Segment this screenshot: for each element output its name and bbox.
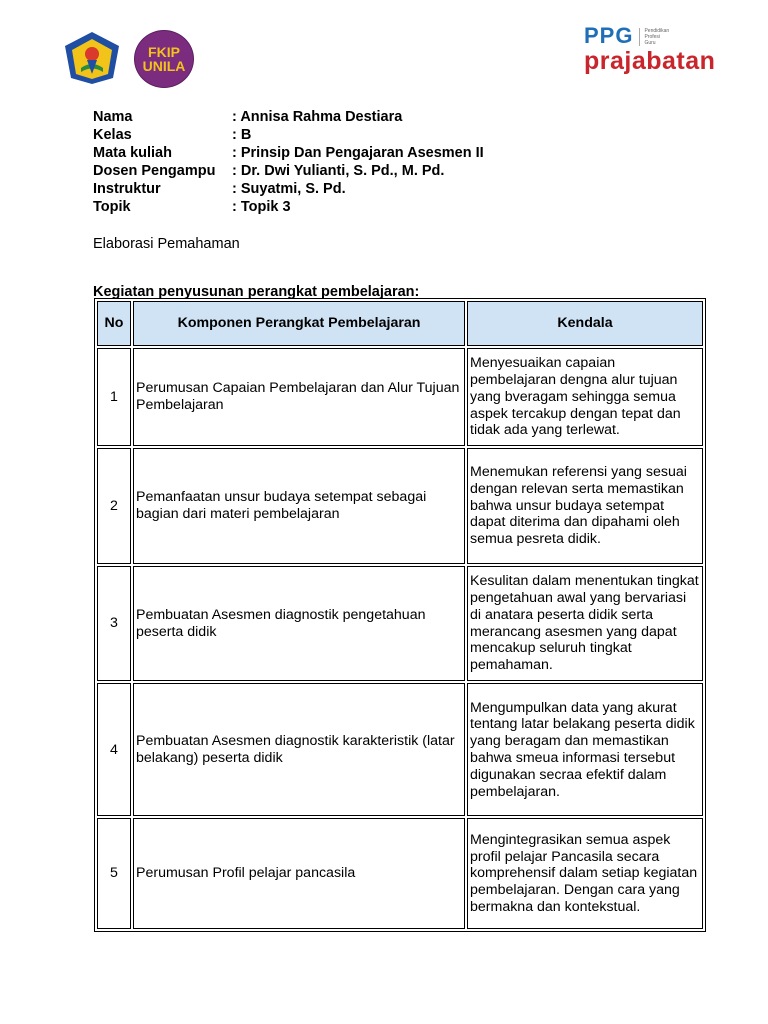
header-no: No [97, 301, 131, 346]
info-row-nama [93, 108, 484, 126]
ppg-sub-line: Guru [644, 40, 656, 46]
info-value: : B [232, 127, 252, 143]
info-label: Kelas [93, 127, 132, 143]
info-row-instruktur [93, 180, 484, 198]
cell-komponen: Perumusan Profil pelajar pancasila [133, 818, 465, 929]
university-logo [61, 30, 123, 86]
ppg-logo [584, 24, 734, 80]
section-title: Elaborasi Pemahaman [93, 236, 240, 252]
info-row-kelas [93, 126, 484, 144]
fkip-line1: FKIP [148, 44, 180, 60]
info-value: : Suyatmi, S. Pd. [232, 181, 346, 197]
cell-kendala: Kesulitan dalam menentukan tingkat pengetahuan awal yang bervariasi di anatara peserta didik serta merancang asesmen yang dapat mencakup seluruh tingkat pemahaman. [467, 566, 703, 682]
table-title: Kegiatan penyusunan perangkat pembelajaran: [93, 284, 420, 300]
cell-no: 3 [97, 566, 131, 682]
cell-no: 2 [97, 448, 131, 564]
fkip-line2: UNILA [142, 58, 186, 74]
table-header-row [97, 301, 703, 346]
cell-no: 1 [97, 348, 131, 446]
header-kendala: Kendala [467, 301, 703, 346]
info-value: : Annisa Rahma Destiara [232, 109, 403, 125]
cell-komponen: Pembuatan Asesmen diagnostik karakteristik (latar belakang) peserta didik [133, 683, 465, 816]
info-row-topik [93, 198, 484, 216]
table-row [97, 348, 703, 446]
info-value: : Dr. Dwi Yulianti, S. Pd., M. Pd. [232, 163, 445, 179]
cell-kendala: Mengintegrasikan semua aspek profil pelajar Pancasila secara komprehensif dalam setiap kegiatan pembelajaran. Dengan cara yang bermakna dan kontekstual. [467, 818, 703, 929]
info-label: Instruktur [93, 181, 161, 197]
student-info [93, 108, 484, 216]
cell-komponen: Pembuatan Asesmen diagnostik pengetahuan peserta didik [133, 566, 465, 682]
ppg-prajabatan: prajabatan [584, 47, 716, 75]
components-table [94, 298, 706, 932]
info-value: : Topik 3 [232, 199, 291, 215]
cell-kendala: Menemukan referensi yang sesuai dengan relevan serta memastikan bahwa unsur budaya setempat dapat diterima dan dipahami oleh semua pesreta didik. [467, 448, 703, 564]
ppg-word: PPG [584, 23, 634, 48]
info-label: Mata kuliah [93, 145, 172, 161]
fkip-logo [134, 30, 196, 88]
table-row [97, 818, 703, 929]
cell-komponen: Pemanfaatan unsur budaya setempat sebagai bagian dari materi pembelajaran [133, 448, 465, 564]
table-row [97, 448, 703, 564]
info-value: : Prinsip Dan Pengajaran Asesmen II [232, 145, 484, 161]
ppg-sub-line: Profesi [644, 34, 661, 40]
university-seal-icon [61, 30, 123, 86]
cell-no: 4 [97, 683, 131, 816]
info-label: Topik [93, 199, 131, 215]
cell-kendala: Menyesuaikan capaian pembelajaran dengna alur tujuan yang bveragam sehingga semua aspek tercakup dengan tepat dan tidak ada yang terlewat. [467, 348, 703, 446]
cell-no: 5 [97, 818, 131, 929]
ppg-subtitle [639, 28, 669, 46]
info-row-mata-kuliah [93, 144, 484, 162]
header-komponen: Komponen Perangkat Pembelajaran [133, 301, 465, 346]
ppg-sub-line: Pendidikan [644, 28, 670, 34]
table-row [97, 683, 703, 816]
info-label: Dosen Pengampu [93, 163, 216, 179]
table-row [97, 566, 703, 682]
info-row-dosen [93, 162, 484, 180]
cell-kendala: Mengumpulkan data yang akurat tentang latar belakang peserta didik yang beragam dan memastikan bahwa smeua informasi tersebut digunakan secraa efektif dalam pembelajaran. [467, 683, 703, 816]
cell-komponen: Perumusan Capaian Pembelajaran dan Alur Tujuan Pembelajaran [133, 348, 465, 446]
info-label: Nama [93, 109, 133, 125]
